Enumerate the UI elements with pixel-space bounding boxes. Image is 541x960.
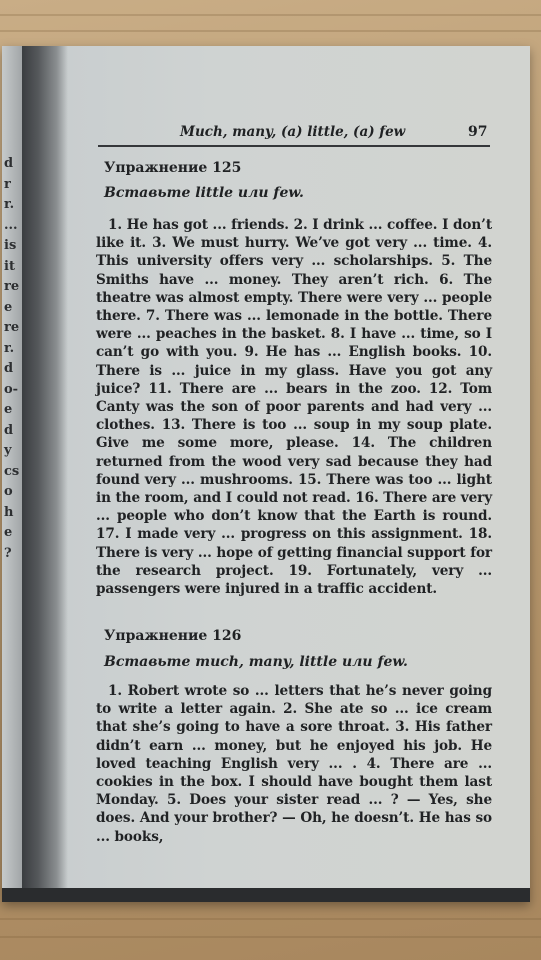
exercise-126-text: 1. Robert wrote so ... letters that he’s never going to write a letter again. 2. She ate so ... ice cream that she’s going to have a sore throat. 3. His father didn’t earn ... money, but he enjoyed his job. He loved teaching English very ... . 4. There are ... cookies in the box. I should have bought them last Monday. 5. Does your sister read ... ? — Yes, she does. And your brother? — Oh, he doesn’t. He has so ... books, bbox=[96, 683, 492, 845]
left-page-fragment: r. bbox=[4, 197, 15, 212]
exercise-126-title: Упражнение 126 bbox=[104, 628, 242, 644]
page-number: 97 bbox=[468, 124, 488, 140]
header-rule bbox=[98, 145, 490, 147]
left-page-fragment: d bbox=[4, 361, 14, 376]
exercise-125-text: 1. He has got ... friends. 2. I drink ... coffee. I don’t like it. 3. We must hurry. We’ve got very ... time. 4. This university offers very ... scholarships. 5. The Smiths have ... money. They aren’t rich. 6. The theatre was almost empty. There were very ... people there. 7. There was ... lemonade in the bottle. There were ... peaches in the basket. 8. I have ... time, so I can’t go with you. 9. He has ... English books. 10. There is ... juice in my glass. Have you got any juice? 11. There are ... bears in the zoo. 12. Tom Canty was the son of poor parents and had very ... clothes. 13. There is too ... soup in my soup plate. Give me some more, please. 14. The children returned from the wood very sad because they had found very ... mushrooms. 15. There was too ... light in the room, and I could not read. 16. There are very ... people who don’t know that the Earth is round. 17. I made very ... progress on this assignment. 18. There is very ... hope of getting financial support for the research project. 19. Fortunately, very ... passengers were injured in a traffic accident. bbox=[96, 217, 492, 598]
left-page-fragments bbox=[4, 154, 22, 564]
left-page-fragment: re bbox=[4, 320, 20, 335]
left-page-fragment: ? bbox=[4, 545, 12, 561]
left-page-fragment: e bbox=[4, 299, 13, 315]
desk-grain bbox=[0, 30, 541, 32]
left-page-fragment: r bbox=[4, 176, 11, 192]
desk-grain bbox=[0, 14, 541, 16]
left-page-fragment: o- bbox=[4, 381, 19, 397]
left-page-fragment: r. bbox=[4, 340, 15, 356]
exercise-126-instruction: Вставьте much, many, little или few. bbox=[104, 654, 408, 670]
running-head: Much, many, (a) little, (a) few bbox=[180, 124, 406, 140]
book-gutter bbox=[22, 46, 68, 902]
left-page-fragment: cs bbox=[4, 463, 20, 479]
left-page-fragment: is bbox=[4, 238, 17, 253]
left-page-fragment: o bbox=[4, 484, 13, 499]
left-page-fragment: e bbox=[4, 525, 13, 540]
sheet-bottom-shadow bbox=[2, 888, 530, 902]
photocopy-sheet bbox=[2, 46, 530, 902]
left-page-fragment: e bbox=[4, 402, 13, 417]
desk-grain bbox=[0, 936, 541, 938]
left-page-fragment: re bbox=[4, 279, 20, 294]
left-page-fragment: d bbox=[4, 156, 14, 171]
left-page-fragment: h bbox=[4, 504, 14, 520]
left-page-fragment: ... bbox=[4, 217, 18, 233]
left-page-fragment: y bbox=[4, 443, 12, 458]
exercise-125-title: Упражнение 125 bbox=[104, 160, 242, 176]
left-page-fragment: d bbox=[4, 422, 14, 438]
desk-grain bbox=[0, 918, 541, 920]
left-page-fragment: it bbox=[4, 258, 15, 274]
exercise-125-instruction: Вставьте little или few. bbox=[104, 185, 304, 201]
